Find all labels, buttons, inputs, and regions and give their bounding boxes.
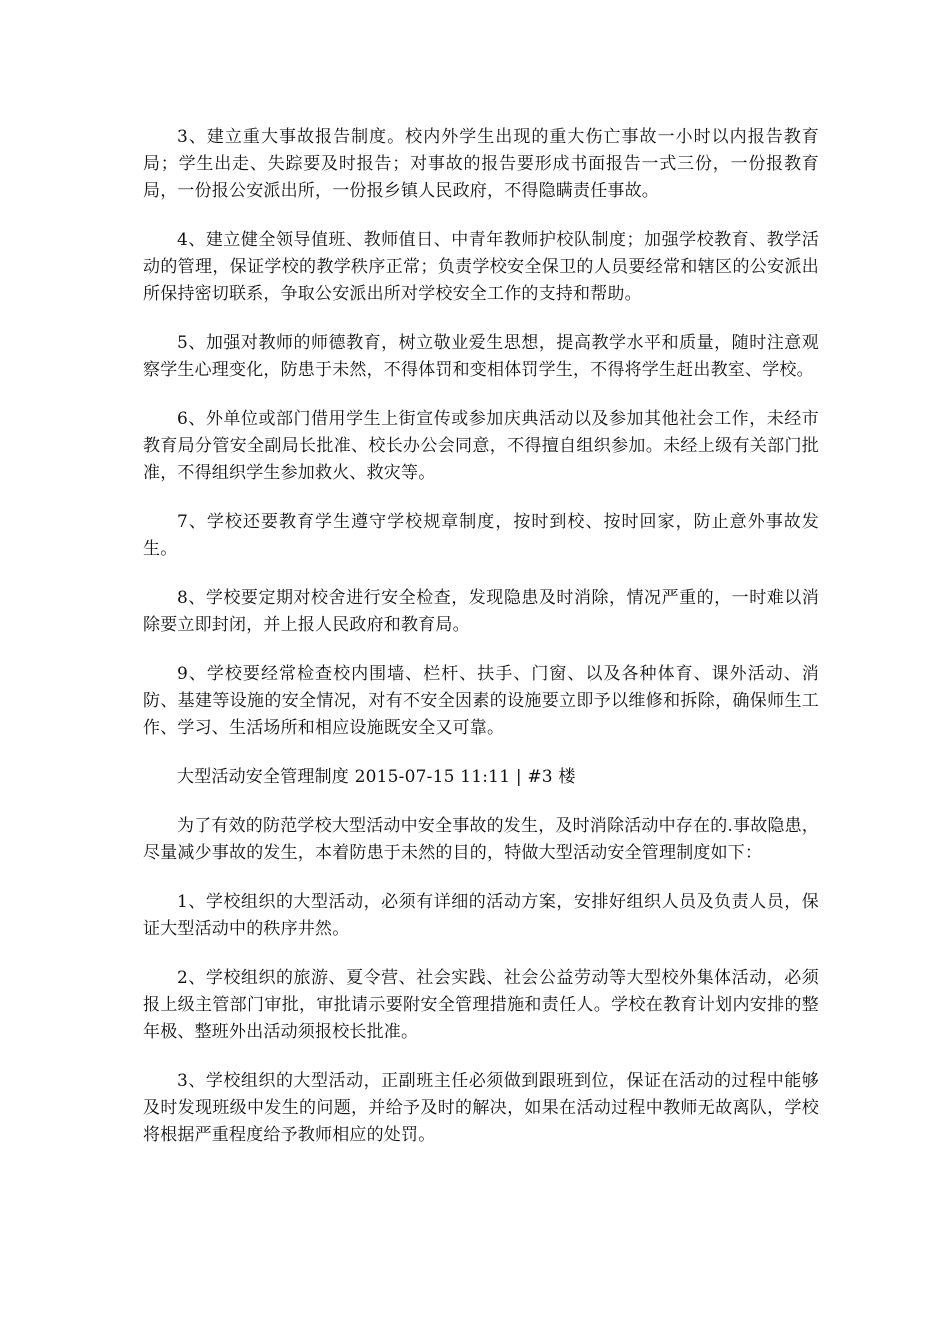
paragraph-item-7-rules: 7、学校还要教育学生遵守学校规章制度，按时到校、按时回家，防止意外事故发生。 bbox=[143, 512, 819, 559]
section-heading: 大型活动安全管理制度 2015-07-15 11:11 | #3 楼 bbox=[177, 767, 576, 787]
paragraph-item-8-inspection: 8、学校要定期对校舍进行安全检查，发现隐患及时消除，情况严重的，一时难以消除要立即封闭，并上报人民政府和教育局。 bbox=[143, 588, 819, 635]
paragraph-item-9-facilities: 9、学校要经常检查校内围墙、栏杆、扶手、门窗、以及各种体育、课外活动、消防、基建等设施的安全情况，对有不安全因素的设施要立即予以维修和拆除，确保师生工作、学习、生活场所和相应设施既安全又可靠。 bbox=[143, 664, 819, 738]
paragraph-item-6-external: 6、外单位或部门借用学生上街宣传或参加庆典活动以及参加其他社会工作，未经市教育局分管安全副局长批准、校长办公会同意，不得擅自组织参加。未经上级有关部门批准，不得组织学生参加救火、救灾等。 bbox=[143, 409, 819, 483]
paragraph-item-4-duty: 4、建立健全领导值班、教师值日、中青年教师护校队制度；加强学校教育、教学活动的管理，保证学校的教学秩序正常；负责学校安全保卫的人员要经常和辖区的公安派出所保持密切联系，争取公安派出所对学校安全工作的支持和帮助。 bbox=[143, 230, 819, 304]
paragraph-item-3-report: 3、建立重大事故报告制度。校内外学生出现的重大伤亡事故一小时以内报告教育局；学生出走、失踪要及时报告；对事故的报告要形成书面报告一式三份，一份报教育局，一份报公安派出所，一份报乡镇人民政府，不得隐瞒责任事故。 bbox=[143, 127, 819, 201]
paragraph-event-2: 2、学校组织的旅游、夏令营、社会实践、社会公益劳动等大型校外集体活动，必须报上级主管部门审批，审批请示要附安全管理措施和责任人。学校在教育计划内安排的整年极、整班外出活动须报校长批准。 bbox=[143, 968, 819, 1042]
paragraph-item-5-ethics: 5、加强对教师的师德教育，树立敬业爱生思想，提高教学水平和质量，随时注意观察学生心理变化，防患于未然，不得体罚和变相体罚学生，不得将学生赶出教室、学校。 bbox=[143, 333, 819, 380]
document-body bbox=[143, 124, 819, 1171]
paragraph-event-1: 1、学校组织的大型活动，必须有详细的活动方案，安排好组织人员及负责人员，保证大型活动中的秩序井然。 bbox=[143, 892, 819, 939]
paragraph-intro: 为了有效的防范学校大型活动中安全事故的发生，及时消除活动中存在的.事故隐患，尽量减少事故的发生，本着防患于未然的目的，特做大型活动安全管理制度如下： bbox=[143, 816, 820, 863]
paragraph-event-3: 3、学校组织的大型活动，正副班主任必须做到跟班到位，保证在活动的过程中能够及时发现班级中发生的问题，并给予及时的解决，如果在活动过程中教师无故离队，学校将根据严重程度给予教师相应的处罚。 bbox=[143, 1071, 819, 1145]
